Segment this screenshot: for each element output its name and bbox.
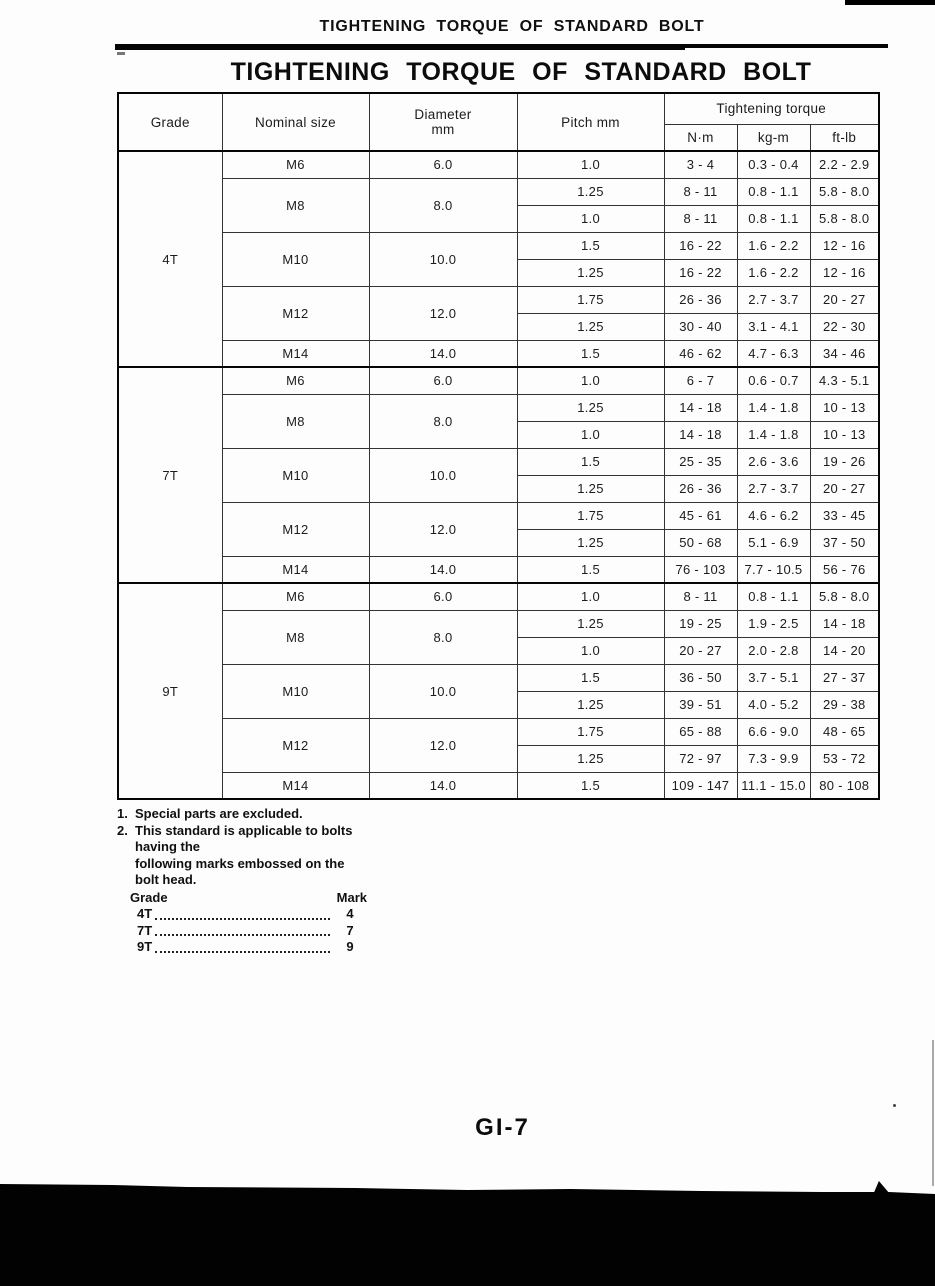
mark-value: 7 <box>346 922 354 938</box>
torque-ftlb-cell: 33 - 45 <box>810 502 879 529</box>
mark-value: 9 <box>346 939 354 954</box>
torque-nm-cell: 65 - 88 <box>664 718 737 745</box>
pitch-cell: 1.0 <box>517 421 664 448</box>
torque-nm-cell: 72 - 97 <box>664 745 737 772</box>
footnote-1-text: Special parts are excluded. <box>135 806 303 821</box>
diameter-cell: 8.0 <box>369 178 517 232</box>
torque-ftlb-cell: 48 - 65 <box>810 718 879 745</box>
grade-label: 9T <box>137 939 153 954</box>
torque-nm-cell: 39 - 51 <box>664 691 737 718</box>
pitch-cell: 1.25 <box>517 610 664 637</box>
table-row <box>118 556 879 583</box>
diameter-cell: 6.0 <box>369 583 517 610</box>
scan-edge-line <box>932 1040 934 1186</box>
pitch-cell: 1.0 <box>517 151 664 178</box>
table-row <box>118 718 879 745</box>
col-header-grade: Grade <box>118 93 222 151</box>
footnote-2-text-line2: following marks embossed on the bolt head. <box>135 855 345 887</box>
footnote-2 <box>117 823 367 856</box>
footnote-1 <box>117 806 367 823</box>
col-header-nm: N·m <box>664 124 737 151</box>
footnotes-block <box>117 806 367 956</box>
grade-column-label: Grade <box>130 889 168 905</box>
nominal-size-cell: M12 <box>222 286 369 340</box>
torque-nm-cell: 76 - 103 <box>664 556 737 583</box>
torque-nm-cell: 45 - 61 <box>664 502 737 529</box>
torque-nm-cell: 46 - 62 <box>664 340 737 367</box>
diameter-cell: 14.0 <box>369 772 517 799</box>
torque-ftlb-cell: 12 - 16 <box>810 232 879 259</box>
torque-ftlb-cell: 14 - 20 <box>810 637 879 664</box>
footnote-2-text-line1: This standard is applicable to bolts having the <box>135 822 353 854</box>
col-header-diameter-line1: Diameter <box>414 107 472 122</box>
torque-nm-cell: 19 - 25 <box>664 610 737 637</box>
nominal-size-cell: M14 <box>222 340 369 367</box>
grade-mark-header <box>130 890 367 907</box>
pitch-cell: 1.5 <box>517 448 664 475</box>
torque-table-container <box>117 92 880 800</box>
diameter-cell: 10.0 <box>369 232 517 286</box>
torque-ftlb-cell: 4.3 - 5.1 <box>810 367 879 394</box>
dotted-leader <box>155 924 330 936</box>
pitch-cell: 1.25 <box>517 475 664 502</box>
footnote-1-number: 1. <box>117 806 128 821</box>
diameter-cell: 8.0 <box>369 394 517 448</box>
torque-nm-cell: 30 - 40 <box>664 313 737 340</box>
nominal-size-cell: M12 <box>222 502 369 556</box>
table-row <box>118 772 879 799</box>
torque-ftlb-cell: 56 - 76 <box>810 556 879 583</box>
table-row <box>118 583 879 610</box>
torque-ftlb-cell: 34 - 46 <box>810 340 879 367</box>
running-header: TIGHTENING TORQUE OF STANDARD BOLT <box>319 18 705 35</box>
diameter-cell: 10.0 <box>369 448 517 502</box>
header-rule-shadow <box>115 48 685 50</box>
pitch-cell: 1.25 <box>517 745 664 772</box>
torque-kgm-cell: 0.3 - 0.4 <box>737 151 810 178</box>
grade-cell: 9T <box>118 583 222 799</box>
diameter-cell: 6.0 <box>369 151 517 178</box>
dotted-leader <box>155 908 330 920</box>
torque-kgm-cell: 5.1 - 6.9 <box>737 529 810 556</box>
grade-mark-row <box>137 906 367 923</box>
torque-ftlb-cell: 12 - 16 <box>810 259 879 286</box>
pitch-cell: 1.0 <box>517 367 664 394</box>
diameter-cell: 14.0 <box>369 340 517 367</box>
grade-mark-row <box>137 939 367 956</box>
torque-kgm-cell: 7.7 - 10.5 <box>737 556 810 583</box>
pitch-cell: 1.25 <box>517 394 664 421</box>
nominal-size-cell: M10 <box>222 232 369 286</box>
pitch-cell: 1.0 <box>517 583 664 610</box>
torque-ftlb-cell: 10 - 13 <box>810 421 879 448</box>
table-row <box>118 151 879 178</box>
torque-nm-cell: 14 - 18 <box>664 421 737 448</box>
torque-ftlb-cell: 19 - 26 <box>810 448 879 475</box>
torque-nm-cell: 25 - 35 <box>664 448 737 475</box>
torque-ftlb-cell: 29 - 38 <box>810 691 879 718</box>
nominal-size-cell: M10 <box>222 448 369 502</box>
table-row <box>118 367 879 394</box>
table-row <box>118 502 879 529</box>
torque-table-body <box>118 151 879 799</box>
nominal-size-cell: M10 <box>222 664 369 718</box>
nominal-size-cell: M8 <box>222 394 369 448</box>
diameter-cell: 12.0 <box>369 718 517 772</box>
pitch-cell: 1.5 <box>517 664 664 691</box>
grade-label: 4T <box>137 906 153 921</box>
torque-kgm-cell: 4.7 - 6.3 <box>737 340 810 367</box>
pitch-cell: 1.75 <box>517 502 664 529</box>
torque-nm-cell: 109 - 147 <box>664 772 737 799</box>
mark-column-label: Mark <box>336 889 367 905</box>
pitch-cell: 1.25 <box>517 259 664 286</box>
nominal-size-cell: M6 <box>222 583 369 610</box>
pitch-cell: 1.5 <box>517 556 664 583</box>
diameter-cell: 10.0 <box>369 664 517 718</box>
torque-kgm-cell: 1.9 - 2.5 <box>737 610 810 637</box>
torque-ftlb-cell: 5.8 - 8.0 <box>810 178 879 205</box>
nominal-size-cell: M12 <box>222 718 369 772</box>
nominal-size-cell: M6 <box>222 367 369 394</box>
table-row <box>118 610 879 637</box>
table-row <box>118 286 879 313</box>
table-row <box>118 664 879 691</box>
pitch-cell: 1.0 <box>517 205 664 232</box>
torque-kgm-cell: 7.3 - 9.9 <box>737 745 810 772</box>
torque-kgm-cell: 0.6 - 0.7 <box>737 367 810 394</box>
col-header-diameter <box>369 93 517 151</box>
pitch-cell: 1.25 <box>517 691 664 718</box>
table-row <box>118 340 879 367</box>
torque-kgm-cell: 2.7 - 3.7 <box>737 286 810 313</box>
torque-nm-cell: 8 - 11 <box>664 583 737 610</box>
col-header-pitch: Pitch mm <box>517 93 664 151</box>
page-number: GI-7 <box>475 1114 530 1141</box>
scan-speck <box>117 52 125 55</box>
torque-nm-cell: 26 - 36 <box>664 286 737 313</box>
torque-nm-cell: 36 - 50 <box>664 664 737 691</box>
torque-kgm-cell: 1.4 - 1.8 <box>737 394 810 421</box>
pitch-cell: 1.5 <box>517 232 664 259</box>
scan-black-block <box>0 1178 935 1286</box>
torque-ftlb-cell: 80 - 108 <box>810 772 879 799</box>
torque-kgm-cell: 2.0 - 2.8 <box>737 637 810 664</box>
diameter-cell: 14.0 <box>369 556 517 583</box>
torque-nm-cell: 26 - 36 <box>664 475 737 502</box>
torque-nm-cell: 14 - 18 <box>664 394 737 421</box>
table-row <box>118 394 879 421</box>
torque-ftlb-cell: 5.8 - 8.0 <box>810 583 879 610</box>
grade-mark-list <box>117 906 367 956</box>
col-header-ftlb: ft-lb <box>810 124 879 151</box>
diameter-cell: 12.0 <box>369 502 517 556</box>
pitch-cell: 1.5 <box>517 340 664 367</box>
grade-mark-row <box>137 923 367 940</box>
col-header-diameter-line2: mm <box>431 122 455 137</box>
pitch-cell: 1.75 <box>517 286 664 313</box>
pitch-cell: 1.25 <box>517 313 664 340</box>
pitch-cell: 1.25 <box>517 178 664 205</box>
torque-ftlb-cell: 2.2 - 2.9 <box>810 151 879 178</box>
dotted-leader <box>155 941 330 953</box>
torque-nm-cell: 16 - 22 <box>664 259 737 286</box>
torque-kgm-cell: 6.6 - 9.0 <box>737 718 810 745</box>
torque-ftlb-cell: 22 - 30 <box>810 313 879 340</box>
scan-corner-artifact <box>845 0 935 5</box>
torque-nm-cell: 6 - 7 <box>664 367 737 394</box>
torque-ftlb-cell: 14 - 18 <box>810 610 879 637</box>
scan-speck-dot <box>893 1104 896 1107</box>
torque-kgm-cell: 0.8 - 1.1 <box>737 583 810 610</box>
torque-ftlb-cell: 5.8 - 8.0 <box>810 205 879 232</box>
nominal-size-cell: M14 <box>222 772 369 799</box>
torque-kgm-cell: 4.6 - 6.2 <box>737 502 810 529</box>
torque-nm-cell: 16 - 22 <box>664 232 737 259</box>
torque-kgm-cell: 0.8 - 1.1 <box>737 205 810 232</box>
torque-nm-cell: 8 - 11 <box>664 205 737 232</box>
torque-nm-cell: 3 - 4 <box>664 151 737 178</box>
torque-ftlb-cell: 20 - 27 <box>810 286 879 313</box>
grade-cell: 4T <box>118 151 222 367</box>
torque-kgm-cell: 2.7 - 3.7 <box>737 475 810 502</box>
torque-ftlb-cell: 20 - 27 <box>810 475 879 502</box>
torque-nm-cell: 20 - 27 <box>664 637 737 664</box>
torque-ftlb-cell: 10 - 13 <box>810 394 879 421</box>
nominal-size-cell: M14 <box>222 556 369 583</box>
page-title: TIGHTENING TORQUE OF STANDARD BOLT <box>230 58 812 86</box>
torque-kgm-cell: 11.1 - 15.0 <box>737 772 810 799</box>
mark-value: 4 <box>346 906 354 921</box>
torque-kgm-cell: 3.7 - 5.1 <box>737 664 810 691</box>
col-header-nominal-size: Nominal size <box>222 93 369 151</box>
grade-cell: 7T <box>118 367 222 583</box>
table-row <box>118 178 879 205</box>
torque-kgm-cell: 2.6 - 3.6 <box>737 448 810 475</box>
pitch-cell: 1.25 <box>517 529 664 556</box>
torque-kgm-cell: 1.6 - 2.2 <box>737 259 810 286</box>
diameter-cell: 6.0 <box>369 367 517 394</box>
col-header-torque-group: Tightening torque <box>664 93 879 124</box>
pitch-cell: 1.0 <box>517 637 664 664</box>
torque-kgm-cell: 0.8 - 1.1 <box>737 178 810 205</box>
torque-nm-cell: 8 - 11 <box>664 178 737 205</box>
torque-nm-cell: 50 - 68 <box>664 529 737 556</box>
pitch-cell: 1.75 <box>517 718 664 745</box>
footnote-2-number: 2. <box>117 822 128 838</box>
torque-kgm-cell: 1.6 - 2.2 <box>737 232 810 259</box>
torque-ftlb-cell: 53 - 72 <box>810 745 879 772</box>
torque-kgm-cell: 1.4 - 1.8 <box>737 421 810 448</box>
table-row <box>118 448 879 475</box>
grade-label: 7T <box>137 922 153 938</box>
torque-kgm-cell: 4.0 - 5.2 <box>737 691 810 718</box>
torque-ftlb-cell: 27 - 37 <box>810 664 879 691</box>
torque-table <box>117 92 880 800</box>
table-row <box>118 232 879 259</box>
col-header-kgm: kg-m <box>737 124 810 151</box>
diameter-cell: 8.0 <box>369 610 517 664</box>
diameter-cell: 12.0 <box>369 286 517 340</box>
header-row-groups <box>118 93 879 124</box>
nominal-size-cell: M8 <box>222 178 369 232</box>
nominal-size-cell: M8 <box>222 610 369 664</box>
nominal-size-cell: M6 <box>222 151 369 178</box>
torque-kgm-cell: 3.1 - 4.1 <box>737 313 810 340</box>
torque-table-header <box>118 93 879 151</box>
pitch-cell: 1.5 <box>517 772 664 799</box>
torque-ftlb-cell: 37 - 50 <box>810 529 879 556</box>
